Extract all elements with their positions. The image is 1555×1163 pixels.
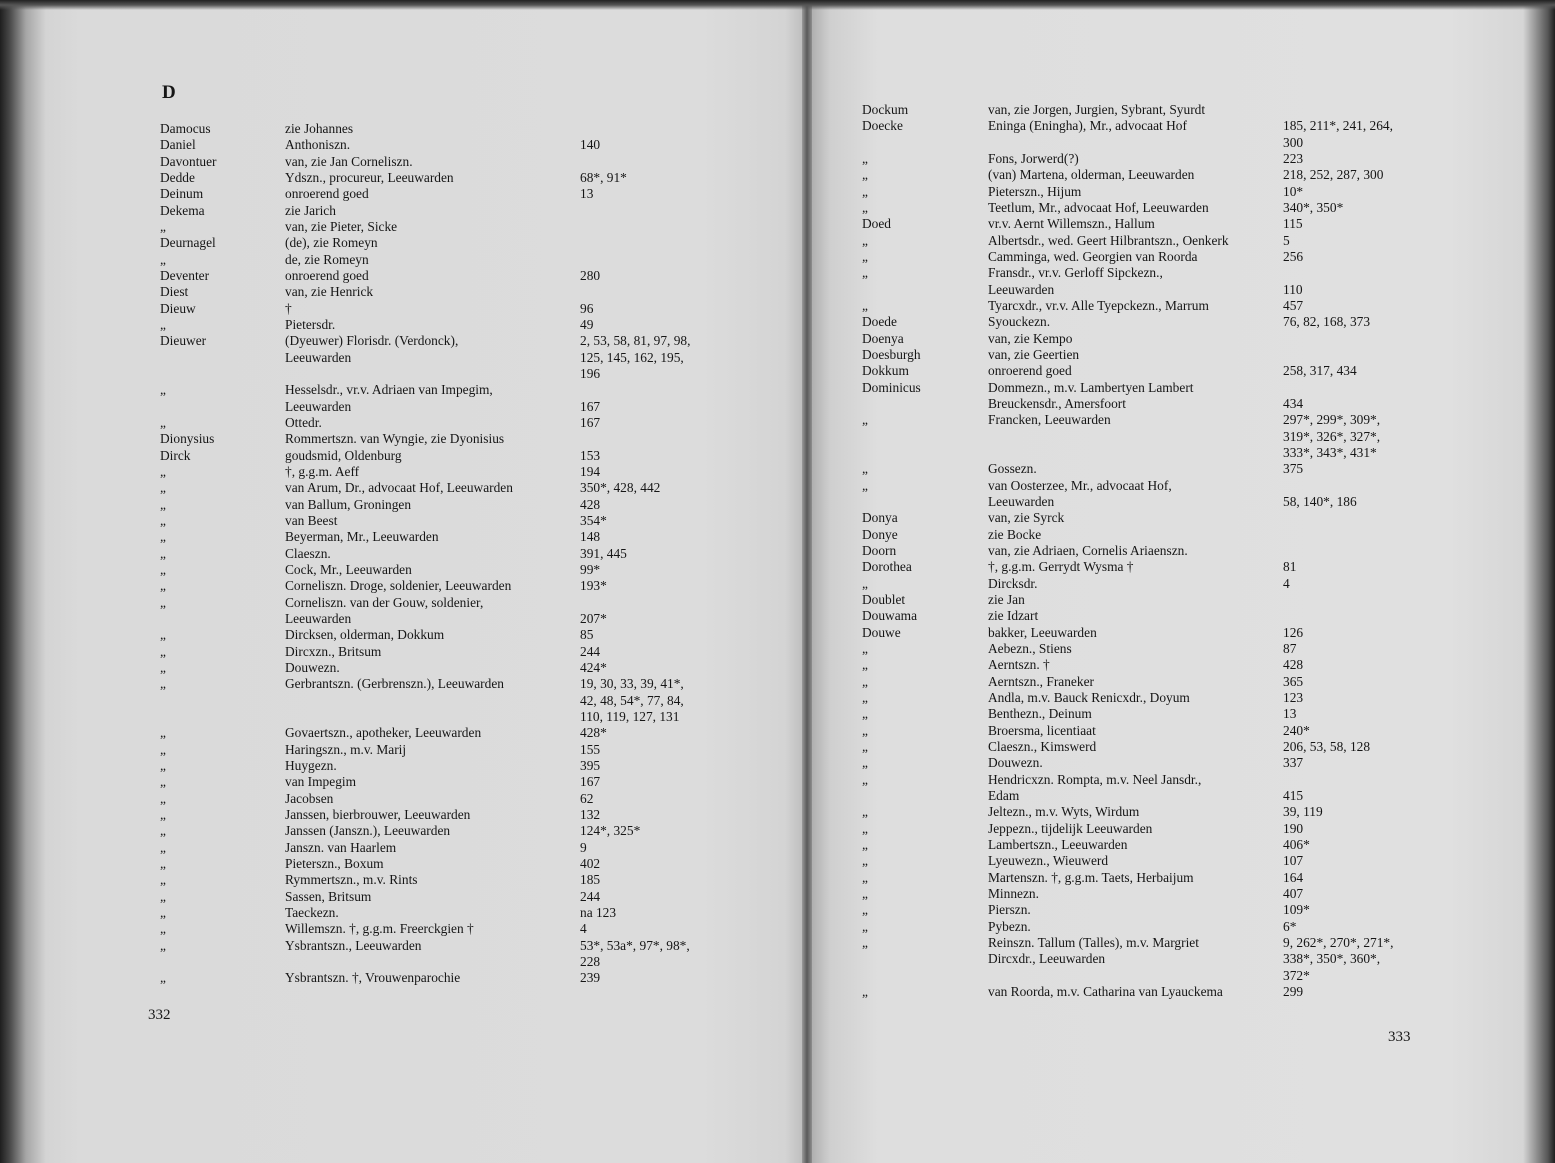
entry-description: Govaertszn., apotheker, Leeuwarden: [285, 725, 482, 741]
entry-pages: 280: [580, 268, 601, 283]
entry-name: „: [160, 382, 166, 398]
entry-pages: 9, 262*, 270*, 271*,: [1283, 934, 1394, 950]
entry-pages: 206, 53, 58, 128: [1283, 738, 1371, 754]
entry-description: Francken, Leeuwarden: [988, 412, 1111, 428]
entry-description: Beyerman, Mr., Leeuwarden: [285, 529, 439, 545]
entry-pages: 402: [580, 855, 601, 871]
entry-pages: 140: [580, 137, 601, 153]
entry-pages: 395: [580, 757, 601, 773]
entry-description: Dommezn., m.v. Lambertyen Lambert: [988, 379, 1194, 395]
entry-pages: 193*: [580, 578, 607, 594]
entry-name: „: [160, 823, 166, 839]
entry-pages: 148: [580, 529, 601, 545]
entry-name: „: [160, 578, 166, 594]
entry-description: van, zie Henrick: [285, 284, 374, 300]
entry-name: „: [160, 937, 166, 953]
entry-description: Leeuwarden: [988, 493, 1055, 509]
entry-pages: 338*, 350*, 360*,: [1283, 951, 1381, 967]
entry-name: Doed: [862, 216, 892, 232]
entry-description: Dircksdr.: [988, 575, 1038, 591]
entry-name: „: [862, 477, 868, 493]
entry-name: Donye: [862, 526, 898, 542]
entry-description: Taeckezn.: [285, 904, 339, 920]
entry-description: Dircxzn., Britsum: [285, 643, 382, 659]
entry-name: „: [862, 167, 868, 183]
entry-name: „: [862, 183, 868, 199]
entry-description: onroerend goed: [285, 186, 369, 202]
entry-description: (de), zie Romeyn: [285, 235, 378, 251]
entry-description: †, g.g.m. Aeff: [285, 463, 360, 479]
entry-name: „: [862, 869, 868, 885]
entry-description: van, zie Pieter, Sicke: [285, 219, 398, 234]
entry-description: Pieterszn., Boxum: [285, 855, 384, 871]
entry-pages: 258, 317, 434: [1283, 363, 1357, 379]
entry-description: Breuckensdr., Amersfoort: [988, 395, 1126, 411]
entry-pages: 428*: [580, 725, 607, 741]
entry-description: Reinszn. Tallum (Talles), m.v. Margriet: [988, 934, 1199, 950]
entry-pages: 391, 445: [580, 545, 627, 561]
entry-pages: 457: [1283, 298, 1304, 313]
entry-pages: 223: [1283, 151, 1304, 166]
entry-pages: 4: [580, 921, 587, 937]
entry-pages: 185: [580, 872, 601, 888]
entry-description: Pietersdr.: [285, 317, 336, 332]
entry-description: †: [285, 300, 292, 316]
entry-description: zie Bocke: [988, 526, 1042, 542]
entry-name: „: [862, 934, 868, 950]
entry-description: zie Jarich: [285, 202, 336, 218]
entry-name: „: [862, 853, 868, 869]
entry-description: van, zie Geertien: [988, 346, 1080, 362]
entry-name: „: [160, 529, 166, 545]
page-number-right: 333: [1388, 1029, 1411, 1045]
entry-description: Fransdr., vr.v. Gerloff Sipckezn.,: [988, 265, 1163, 281]
entry-pages: 319*, 326*, 327*,: [1283, 428, 1381, 444]
entry-name: „: [862, 249, 868, 264]
entry-description: Pierszn.: [988, 902, 1031, 918]
entry-name: „: [862, 755, 868, 771]
entry-pages: 58, 140*, 186: [1283, 493, 1357, 509]
entry-name: „: [160, 545, 166, 561]
entry-description: Janszn. van Haarlem: [285, 839, 397, 855]
entry-description: Andla, m.v. Bauck Renicxdr., Doyum: [988, 689, 1190, 705]
entry-description: Minnezn.: [988, 885, 1039, 901]
entry-name: „: [160, 872, 166, 888]
entry-description: Willemszn. †, g.g.m. Freerckgien †: [285, 921, 474, 937]
entry-description: Ysbrantszn. †, Vrouwenparochie: [285, 970, 461, 986]
entry-name: „: [862, 738, 868, 754]
entry-pages: 218, 252, 287, 300: [1283, 167, 1384, 183]
entry-description: Pieterszn., Hijum: [988, 183, 1082, 199]
entry-pages: 190: [1283, 820, 1304, 836]
entry-name: „: [862, 298, 868, 313]
entry-pages: 81: [1283, 559, 1297, 575]
entry-description: Hendricxzn. Rompta, m.v. Neel Jansdr.,: [988, 771, 1202, 787]
entry-description: Gerbrantszn. (Gerbrenszn.), Leeuwarden: [285, 676, 504, 692]
entry-description: Leeuwarden: [285, 610, 352, 626]
entry-description: Douwezn.: [285, 659, 340, 675]
entry-name: „: [160, 480, 166, 496]
entry-name: „: [862, 412, 868, 428]
entry-description: †, g.g.m. Gerrydt Wysma †: [988, 559, 1134, 575]
entry-name: „: [862, 722, 868, 738]
entry-description: van, zie Kempo: [988, 330, 1073, 346]
entry-description: Pybezn.: [988, 918, 1031, 934]
entry-description: Syouckezn.: [988, 314, 1051, 330]
entry-name: „: [862, 232, 868, 248]
entry-pages: 228: [580, 953, 601, 969]
entry-name: Daniel: [160, 137, 196, 153]
entry-name: Deurnagel: [160, 235, 216, 251]
entry-name: „: [160, 725, 166, 741]
entry-name: „: [862, 706, 868, 722]
entry-pages: 13: [1283, 706, 1297, 722]
entry-description: van Arum, Dr., advocaat Hof, Leeuwarden: [285, 480, 513, 496]
entry-name: „: [862, 689, 868, 705]
entry-pages: 110, 119, 127, 131: [580, 708, 680, 724]
entry-name: „: [160, 741, 166, 757]
entry-description: onroerend goed: [988, 363, 1072, 379]
entry-name: Davontuer: [160, 153, 217, 169]
entry-pages: 244: [580, 888, 601, 904]
entry-description: Albertsdr., wed. Geert Hilbrantszn., Oenkerk: [988, 232, 1229, 248]
entry-description: Broersma, licentiaat: [988, 722, 1096, 738]
entry-description: Ydszn., procureur, Leeuwarden: [285, 170, 454, 185]
entry-pages: 5: [1283, 232, 1290, 248]
entry-name: „: [160, 921, 166, 937]
entry-name: „: [160, 757, 166, 773]
entry-pages: 10*: [1283, 183, 1304, 199]
entry-pages: 49: [580, 317, 594, 332]
entry-pages: 2, 53, 58, 81, 97, 98,: [580, 333, 691, 349]
entry-pages: 372*: [1283, 967, 1310, 983]
entry-description: de, zie Romeyn: [285, 251, 369, 267]
entry-description: Huygezn.: [285, 757, 337, 773]
entry-name: Douwama: [862, 608, 918, 624]
entry-description: Benthezn., Deinum: [988, 706, 1092, 722]
entry-name: Doublet: [862, 591, 906, 607]
entry-description: Janssen, bierbrouwer, Leeuwarden: [285, 806, 471, 822]
entry-description: Anthoniszn.: [285, 137, 351, 153]
entry-description: van, zie Syrck: [988, 510, 1065, 526]
entry-pages: 115: [1283, 216, 1303, 232]
entry-name: „: [160, 888, 166, 904]
entry-name: „: [160, 774, 166, 790]
entry-description: Hesselsdr., vr.v. Adriaen van Impegim,: [285, 382, 493, 398]
entry-pages: 19, 30, 33, 39, 41*,: [580, 676, 684, 692]
entry-pages: 428: [580, 496, 601, 512]
entry-name: Dorothea: [862, 559, 912, 575]
entry-description: zie Jan: [988, 591, 1025, 607]
entry-pages: 239: [580, 970, 601, 986]
entry-name: „: [160, 627, 166, 643]
entry-pages: 207*: [580, 610, 607, 626]
entry-name: Douwe: [862, 624, 901, 640]
entry-name: „: [160, 414, 166, 430]
entry-description: Gossezn.: [988, 461, 1037, 477]
entry-description: Corneliszn. Droge, soldenier, Leeuwarden: [285, 578, 512, 594]
entry-pages: 415: [1283, 787, 1304, 803]
entry-description: Lambertszn., Leeuwarden: [988, 836, 1128, 852]
entry-name: „: [862, 820, 868, 836]
entry-description: Dircksen, olderman, Dokkum: [285, 627, 445, 643]
entry-name: „: [160, 561, 166, 577]
entry-name: „: [160, 790, 166, 806]
entry-description: zie Idzart: [988, 608, 1039, 624]
entry-name: „: [862, 575, 868, 591]
entry-description: (van) Martena, olderman, Leeuwarden: [988, 167, 1195, 183]
entry-name: „: [862, 265, 868, 281]
section-letter: D: [162, 82, 176, 103]
entry-pages: 240*: [1283, 722, 1310, 738]
entry-description: Ottedr.: [285, 414, 322, 430]
entry-name: Donya: [862, 510, 898, 526]
entry-description: van, zie Adriaen, Cornelis Ariaenszn.: [988, 542, 1188, 558]
entry-description: Jacobsen: [285, 790, 334, 806]
entry-pages: 185, 211*, 241, 264,: [1283, 118, 1393, 134]
entry-description: Martenszn. †, g.g.m. Taets, Herbaijum: [988, 869, 1194, 885]
entry-pages: 407: [1283, 885, 1304, 901]
entry-pages: 350*, 428, 442: [580, 480, 661, 496]
entry-description: Douwezn.: [988, 755, 1043, 771]
entry-description: Camminga, wed. Georgien van Roorda: [988, 249, 1198, 264]
entry-name: Dominicus: [862, 379, 921, 395]
entry-description: Haringszn., m.v. Marij: [285, 741, 407, 757]
entry-name: „: [862, 673, 868, 689]
entry-name: „: [160, 643, 166, 659]
entry-name: „: [160, 317, 166, 332]
entry-description: Fons, Jorwerd(?): [988, 151, 1079, 166]
entry-name: Deinum: [160, 186, 204, 202]
entry-description: Aerntszn. †: [988, 657, 1050, 673]
entry-pages: 365: [1283, 673, 1304, 689]
entry-name: „: [862, 836, 868, 852]
entry-name: „: [862, 657, 868, 673]
entry-pages: 99*: [580, 561, 601, 577]
entry-description: Edam: [988, 787, 1020, 803]
entry-description: van Oosterzee, Mr., advocaat Hof,: [988, 477, 1172, 493]
entry-pages: 107: [1283, 853, 1304, 869]
entry-description: van Ballum, Groningen: [285, 496, 412, 512]
entry-description: Janssen (Janszn.), Leeuwarden: [285, 823, 451, 839]
entry-pages: 62: [580, 790, 594, 806]
entry-name: Dedde: [160, 170, 195, 185]
entry-name: „: [160, 806, 166, 822]
entry-pages: 300: [1283, 134, 1304, 150]
entry-pages: 126: [1283, 624, 1304, 640]
entry-pages: 125, 145, 162, 195,: [580, 349, 684, 365]
entry-description: Rymmertszn., m.v. Rints: [285, 872, 418, 888]
entry-name: Dieuw: [160, 300, 196, 316]
entry-pages: 256: [1283, 249, 1304, 264]
entry-name: Dokkum: [862, 363, 909, 379]
entry-pages: 53*, 53a*, 97*, 98*,: [580, 937, 690, 953]
entry-pages: 68*, 91*: [580, 170, 627, 185]
entry-name: Doecke: [862, 118, 903, 134]
entry-pages: 123: [1283, 689, 1304, 705]
entry-pages: 406*: [1283, 836, 1310, 852]
entry-pages: 194: [580, 463, 601, 479]
entry-name: „: [160, 659, 166, 675]
entry-pages: 4: [1283, 575, 1290, 591]
entry-pages: 76, 82, 168, 373: [1283, 314, 1371, 330]
entry-pages: 87: [1283, 640, 1297, 656]
entry-pages: 9: [580, 839, 587, 855]
entry-name: „: [160, 594, 166, 610]
entry-name: „: [862, 804, 868, 820]
entry-name: „: [160, 904, 166, 920]
entry-name: Dockum: [862, 102, 909, 117]
entry-description: van, zie Jorgen, Jurgien, Sybrant, Syurdt: [988, 102, 1206, 117]
entry-name: Deventer: [160, 268, 210, 283]
entry-pages: 13: [580, 186, 594, 202]
entry-name: Dieuwer: [160, 333, 207, 349]
entry-description: Jeppezn., tijdelijk Leeuwarden: [988, 820, 1153, 836]
entry-pages: 297*, 299*, 309*,: [1283, 412, 1381, 428]
entry-name: „: [862, 885, 868, 901]
entry-description: Jeltezn., m.v. Wyts, Wirdum: [988, 804, 1140, 820]
entry-pages: 124*, 325*: [580, 823, 641, 839]
entry-name: „: [862, 771, 868, 787]
entry-pages: 340*, 350*: [1283, 200, 1344, 215]
entry-name: „: [862, 918, 868, 934]
entry-name: „: [160, 496, 166, 512]
entry-description: van Beest: [285, 512, 338, 528]
entry-description: onroerend goed: [285, 268, 369, 283]
entry-pages: 167: [580, 398, 601, 414]
entry-description: Lyeuwezn., Wieuwerd: [988, 853, 1109, 869]
entry-pages: 6*: [1283, 918, 1297, 934]
entry-name: „: [160, 219, 166, 234]
entry-description: Tyarcxdr., vr.v. Alle Tyepckezn., Marrum: [988, 298, 1209, 313]
entry-name: „: [160, 855, 166, 871]
entry-pages: 354*: [580, 512, 607, 528]
page-number-left: 332: [148, 1007, 171, 1023]
entry-description: Leeuwarden: [988, 281, 1055, 297]
entry-name: „: [862, 200, 868, 215]
entry-description: Sassen, Britsum: [285, 888, 372, 904]
entry-description: vr.v. Aernt Willemszn., Hallum: [988, 216, 1155, 232]
entry-description: Dircxdr., Leeuwarden: [988, 951, 1106, 967]
entry-pages: 167: [580, 414, 601, 430]
entry-pages: 337: [1283, 755, 1304, 771]
entry-pages: 428: [1283, 657, 1304, 673]
entry-description: bakker, Leeuwarden: [988, 624, 1097, 640]
entry-pages: 424*: [580, 659, 607, 675]
entry-name: Damocus: [160, 121, 211, 136]
entry-pages: 155: [580, 741, 601, 757]
entry-name: „: [862, 902, 868, 918]
entry-pages: 333*, 343*, 431*: [1283, 444, 1377, 460]
entry-name: „: [862, 461, 868, 477]
entry-pages: 85: [580, 627, 594, 643]
entry-description: Leeuwarden: [285, 398, 352, 414]
entry-pages: 42, 48, 54*, 77, 84,: [580, 692, 684, 708]
entry-name: „: [862, 640, 868, 656]
entry-name: „: [160, 512, 166, 528]
entry-pages: 109*: [1283, 902, 1310, 918]
entry-description: goudsmid, Oldenburg: [285, 447, 402, 463]
entry-description: Aerntszn., Franeker: [988, 673, 1094, 689]
entry-description: van Roorda, m.v. Catharina van Lyauckema: [988, 983, 1223, 999]
entry-name: Dekema: [160, 202, 205, 218]
entry-name: „: [862, 151, 868, 166]
entry-pages: na 123: [580, 904, 617, 920]
entry-description: Aebezn., Stiens: [988, 640, 1072, 656]
entry-name: „: [862, 983, 868, 999]
entry-pages: 244: [580, 643, 601, 659]
entry-description: Claeszn.: [285, 545, 331, 561]
entry-description: Rommertszn. van Wyngie, zie Dyonisius: [285, 431, 505, 447]
entry-description: Eninga (Eningha), Mr., advocaat Hof: [988, 118, 1187, 134]
entry-name: „: [160, 463, 166, 479]
entry-description: Leeuwarden: [285, 349, 352, 365]
entry-pages: 132: [580, 806, 601, 822]
entry-pages: 39, 119: [1283, 804, 1323, 820]
entry-description: (Dyeuwer) Florisdr. (Verdonck),: [285, 333, 459, 349]
entry-name: Dirck: [160, 447, 191, 463]
entry-pages: 164: [1283, 869, 1304, 885]
entry-name: Doenya: [862, 330, 904, 346]
entry-pages: 196: [580, 365, 601, 381]
entry-pages: 167: [580, 774, 601, 790]
entry-name: Diest: [160, 284, 189, 300]
entry-pages: 110: [1283, 281, 1303, 297]
entry-pages: 434: [1283, 395, 1304, 411]
entry-description: Teetlum, Mr., advocaat Hof, Leeuwarden: [988, 200, 1209, 215]
entry-pages: 153: [580, 447, 601, 463]
entry-description: van, zie Jan Corneliszn.: [285, 153, 413, 169]
entry-pages: 96: [580, 300, 594, 316]
entry-name: „: [160, 251, 166, 267]
entry-name: Dionysius: [160, 431, 215, 447]
entry-description: Ysbrantszn., Leeuwarden: [285, 937, 422, 953]
entry-description: Cock, Mr., Leeuwarden: [285, 561, 412, 577]
entry-name: Doesburgh: [862, 346, 921, 362]
entry-name: „: [160, 676, 166, 692]
entry-description: van Impegim: [285, 774, 357, 790]
entry-name: „: [160, 839, 166, 855]
entry-name: „: [160, 970, 166, 986]
entry-description: zie Johannes: [285, 121, 354, 136]
entry-name: Doede: [862, 314, 897, 330]
entry-pages: 299: [1283, 983, 1304, 999]
entry-description: Claeszn., Kimswerd: [988, 738, 1097, 754]
entry-description: Corneliszn. van der Gouw, soldenier,: [285, 594, 484, 610]
entry-pages: 375: [1283, 461, 1304, 477]
entry-name: Doorn: [862, 542, 897, 558]
